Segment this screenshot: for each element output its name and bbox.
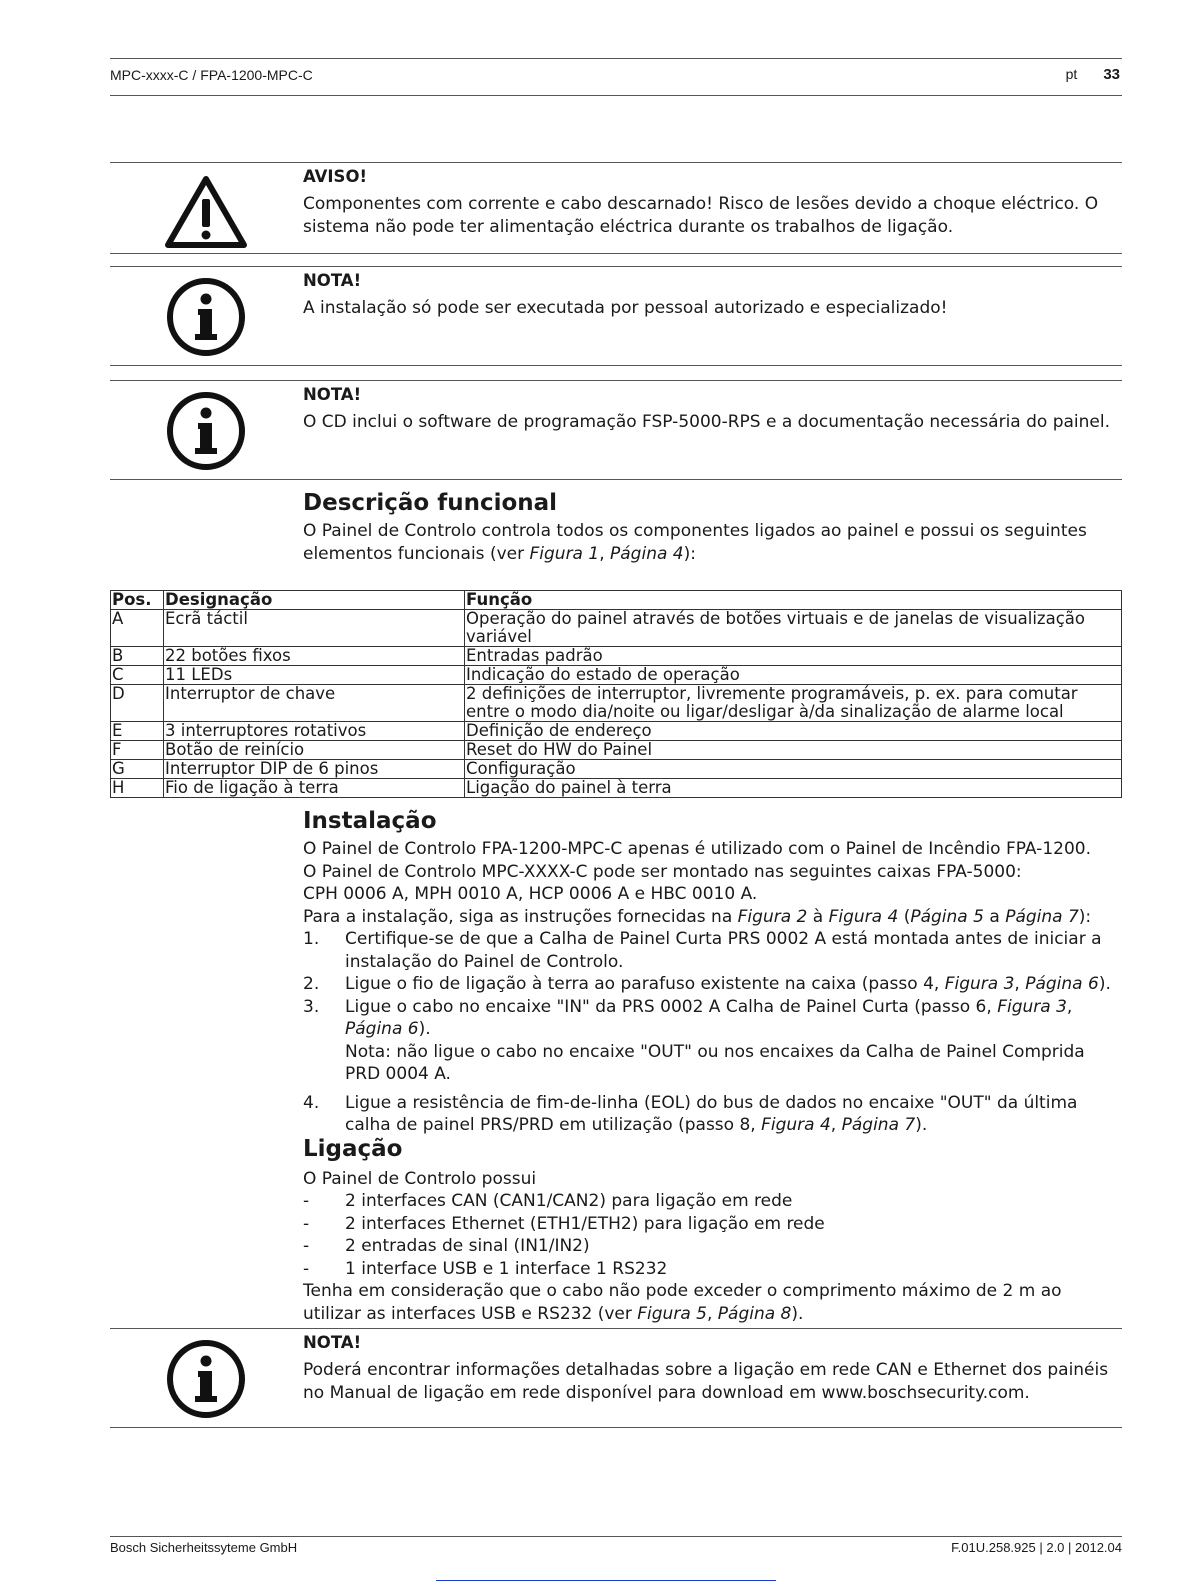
figure-ref: Figura 3: [944, 974, 1015, 994]
page-ref: Página 7: [841, 1115, 916, 1135]
table-cell: 3 interruptores rotativos: [164, 722, 465, 741]
list-item: [303, 1213, 1123, 1236]
list-item: [303, 973, 1123, 996]
text-line: O Painel de Controlo MPC-XXXX-C pode ser montado nas seguintes caixas FPA-5000:: [303, 861, 1022, 882]
step-number: 2.: [303, 974, 320, 994]
table-row: [111, 741, 1122, 760]
list-item: [303, 1092, 1123, 1137]
item-text: 2 interfaces Ethernet (ETH1/ETH2) para ligação em rede: [345, 1213, 825, 1234]
notice-text: A instalação só pode ser executada por pessoal autorizado e especializado!: [303, 298, 948, 318]
language-code: pt: [1065, 66, 1078, 82]
table-row: [111, 610, 1122, 647]
section-title-descricao: Descrição funcional: [303, 490, 558, 516]
table-cell: H: [111, 779, 164, 798]
text-span: Tenha em consideração que o cabo não pode exceder o comprimento máximo de 2 m ao utilizar as interfaces USB e RS232 (ver: [303, 1281, 1062, 1324]
page-ref: Página 4: [610, 543, 684, 564]
functional-elements-table: [110, 590, 1122, 798]
text-span: ):: [683, 543, 696, 564]
table-cell: Ecrã táctil: [164, 610, 465, 647]
info-icon: [162, 1339, 250, 1419]
page-ref: Página 6: [1025, 974, 1099, 994]
section-title-instalacao: Instalação: [303, 808, 437, 834]
table-row: [111, 722, 1122, 741]
figure-ref: Figura 1: [529, 543, 600, 564]
interfaces-list: [303, 1190, 1123, 1280]
info-notice: [110, 1328, 1122, 1428]
notice-title: NOTA!: [303, 1333, 362, 1352]
step-text: Certifique-se de que a Calha de Painel Curta PRS 0002 A está montada antes de iniciar a instalação do Painel de Controlo.: [345, 929, 1102, 972]
table-cell: Reset do HW do Painel: [465, 741, 1122, 760]
ligacao-intro: O Painel de Controlo possui: [303, 1169, 537, 1189]
table-row: [111, 666, 1122, 685]
text-span: ):: [1078, 906, 1092, 927]
table-cell: A: [111, 610, 164, 647]
table-cell: 22 botões fixos: [164, 647, 465, 666]
page-ref: Página 6: [345, 1019, 419, 1039]
table-cell: F: [111, 741, 164, 760]
figure-ref: Figura 4: [828, 906, 899, 927]
step-number: 4.: [303, 1092, 320, 1113]
info-icon: [162, 391, 250, 471]
figure-ref: Figura 5: [637, 1303, 707, 1324]
notice-title: NOTA!: [303, 271, 362, 290]
page-meta: [1066, 66, 1120, 83]
document-reference: F.01U.258.925 | 2.0 | 2012.04: [951, 1540, 1122, 1555]
company-name: Bosch Sicherheitssyteme GmbH: [110, 1540, 298, 1555]
text-span: ).: [915, 1115, 928, 1135]
item-text: 2 interfaces CAN (CAN1/CAN2) para ligação em rede: [345, 1191, 793, 1211]
table-cell: B: [111, 647, 164, 666]
instalacao-intro: [303, 838, 1123, 928]
table-cell: Ligação do painel à terra: [465, 779, 1122, 798]
text-span: ,: [599, 543, 611, 564]
table-cell: G: [111, 760, 164, 779]
table-cell: Entradas padrão: [465, 647, 1122, 666]
section-title-ligacao: Ligação: [303, 1136, 403, 1162]
figure-ref: Figura 2: [737, 906, 808, 927]
table-cell: Fio de ligação à terra: [164, 779, 465, 798]
table-cell: Indicação do estado de operação: [465, 666, 1122, 685]
text-span: a: [983, 906, 1006, 927]
page-number: 33: [1103, 66, 1120, 83]
list-item: [303, 1258, 1123, 1281]
item-text: 1 interface USB e 1 interface 1 RS232: [345, 1258, 668, 1279]
table-cell: Configuração: [465, 760, 1122, 779]
instructions-line: [303, 906, 1123, 929]
table-cell: Definição de endereço: [465, 722, 1122, 741]
item-text: 2 entradas de sinal (IN1/IN2): [345, 1236, 590, 1256]
notice-text: Componentes com corrente e cabo descarnado! Risco de lesões devido a choque eléctrico. O sistema não pode ter alimentação eléctrica durante os trabalhos de ligação.: [303, 194, 1099, 237]
figure-ref: Figura 3: [997, 996, 1067, 1017]
text-span: ).: [418, 1019, 431, 1039]
text-span: ,: [706, 1303, 718, 1324]
table-cell: 2 definições de interruptor, livremente programáveis, p. ex. para comutar entre o modo dia/noite ou ligar/desligar à/da sinalização de alarme local: [465, 685, 1122, 722]
table-row: [111, 647, 1122, 666]
warning-icon: [162, 173, 250, 253]
text-span: ).: [791, 1303, 804, 1324]
list-item: [303, 996, 1123, 1086]
step-text: Ligue a resistência de fim-de-linha (EOL) do bus de dados no encaixe "OUT" da última calha de painel PRS/PRD em utilização (passo 8,: [345, 1092, 1078, 1135]
table-cell: Botão de reinício: [164, 741, 465, 760]
list-item: [303, 1235, 1123, 1258]
page-footer: [110, 1536, 1122, 1561]
notice-text: O CD inclui o software de programação FSP-5000-RPS e a documentação necessária do painel.: [303, 412, 1111, 432]
bullet: -: [303, 1258, 310, 1279]
text-span: O Painel de Controlo controla todos os componentes ligados ao painel e possui os seguintes elementos funcionais (ver: [303, 521, 1087, 564]
text-span: ,: [1014, 974, 1026, 994]
page-header: [110, 58, 1122, 96]
table-cell: Operação do painel através de botões virtuais e de janelas de visualização variável: [465, 610, 1122, 647]
figure-ref: Figura 4: [761, 1115, 831, 1135]
text-span: ).: [1098, 974, 1111, 994]
table-cell: 11 LEDs: [164, 666, 465, 685]
list-item: [303, 928, 1123, 973]
step-note: Nota: não ligue o cabo no encaixe "OUT" ou nos encaixes da Calha de Painel Comprida PRD 0004 A.: [345, 1041, 1085, 1084]
page-ref: Página 5: [910, 906, 984, 927]
table-row: [111, 685, 1122, 722]
installation-steps: [303, 928, 1123, 1137]
step-number: 3.: [303, 996, 320, 1017]
warning-notice: [110, 162, 1122, 254]
text-span: ,: [1066, 996, 1073, 1017]
text-span: Para a instalação, siga as instruções fornecidas na: [303, 906, 738, 927]
info-notice: [110, 266, 1122, 366]
column-header: Pos.: [111, 591, 164, 610]
info-notice: [110, 380, 1122, 480]
text-line: O Painel de Controlo FPA-1200-MPC-C apenas é utilizado com o Painel de Incêndio FPA-1200.: [303, 839, 1091, 859]
document-title: MPC-xxxx-C / FPA-1200-MPC-C: [110, 67, 313, 83]
notice-text: Poderá encontrar informações detalhadas sobre a ligação em rede CAN e Ethernet dos painéis no Manual de ligação em rede disponível para download em www.boschsecurity.com.: [303, 1360, 1109, 1403]
bullet: -: [303, 1213, 310, 1234]
column-header: Designação: [164, 591, 465, 610]
step-text: Ligue o fio de ligação à terra ao parafuso existente na caixa (passo 4,: [345, 974, 945, 994]
text-span: ,: [830, 1115, 842, 1135]
bullet: -: [303, 1191, 310, 1211]
ligacao-outro: [303, 1280, 1123, 1325]
table-cell: C: [111, 666, 164, 685]
table-header-row: [111, 591, 1122, 610]
page-ref: Página 7: [1005, 906, 1079, 927]
table-cell: Interruptor DIP de 6 pinos: [164, 760, 465, 779]
step-number: 1.: [303, 929, 320, 949]
text-span: (: [898, 906, 911, 927]
text-line: CPH 0006 A, MPH 0010 A, HCP 0006 A e HBC 0010 A.: [303, 884, 758, 904]
table-row: [111, 760, 1122, 779]
bullet: -: [303, 1236, 310, 1256]
footer-rule: [436, 1580, 776, 1581]
notice-title: NOTA!: [303, 385, 362, 404]
notice-title: AVISO!: [303, 167, 367, 186]
list-item: [303, 1190, 1123, 1213]
table-row: [111, 779, 1122, 798]
table-cell: E: [111, 722, 164, 741]
text-span: à: [807, 906, 829, 927]
info-icon: [162, 277, 250, 357]
table-cell: D: [111, 685, 164, 722]
page-ref: Página 8: [717, 1303, 792, 1324]
column-header: Função: [465, 591, 1122, 610]
table-cell: Interruptor de chave: [164, 685, 465, 722]
step-text: Ligue o cabo no encaixe "IN" da PRS 0002 A Calha de Painel Curta (passo 6,: [345, 996, 998, 1017]
descricao-intro: [303, 520, 1123, 565]
